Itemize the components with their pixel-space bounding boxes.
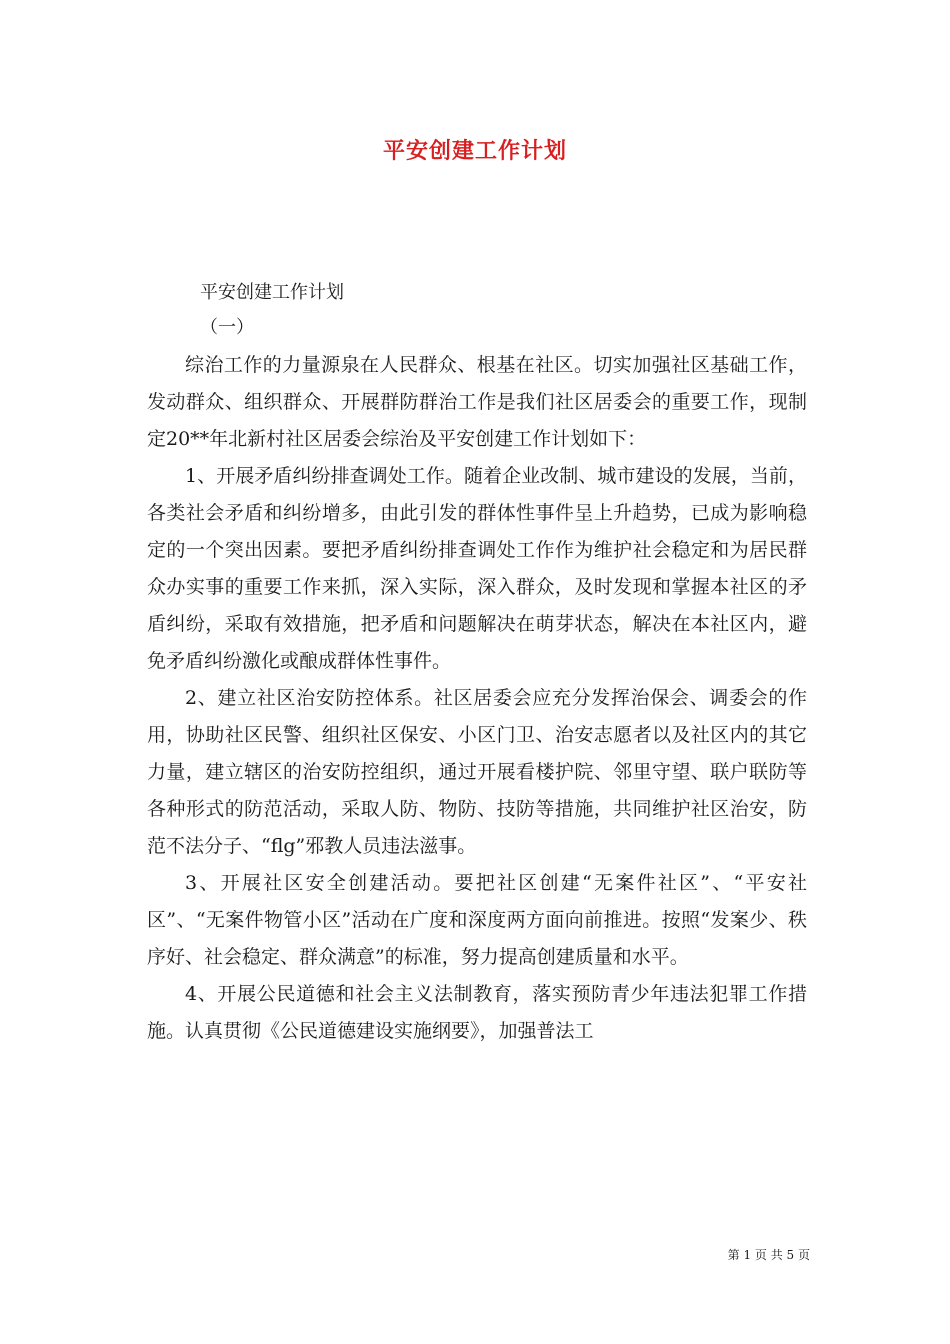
paragraph-item-1: 1、开展矛盾纠纷排查调处工作。随着企业改制、城市建设的发展，当前，各类社会矛盾和纠纷增多，由此引发的群体性事件呈上升趋势，已成为影响稳定的一个突出因素。要把矛盾纠纷排查调处工作作为维护社会稳定和为居民群众办实事的重要工作来抓，深入实际，深入群众，及时发现和掌握本社区的矛盾纠纷，采取有效措施，把矛盾和问题解决在萌芽状态，解决在本社区内，避免矛盾纠纷激化或酿成群体性事件。 (147, 465, 807, 672)
page-title: 平安创建工作计划 (382, 138, 567, 164)
paragraph-intro: 综治工作的力量源泉在人民群众、根基在社区。切实加强社区基础工作，发动群众、组织群众、开展群防群治工作是我们社区居委会的重要工作，现制定20**年北新村社区居委会综治及平安创建工作计划如下： (147, 354, 807, 450)
page-number: 第 1 页 共 5 页 (727, 1248, 810, 1262)
document-heading: 平安创建工作计划 (200, 282, 344, 303)
paragraph-item-4: 4、开展公民道德和社会主义法制教育，落实预防青少年违法犯罪工作措施。认真贯彻《公民道德建设实施纲要》，加强普法工 (147, 983, 807, 1042)
paragraph-item-2: 2、建立社区治安防控体系。社区居委会应充分发挥治保会、调委会的作用，协助社区民警、组织社区保安、小区门卫、治安志愿者以及社区内的其它力量，建立辖区的治安防控组织，通过开展看楼护院、邻里守望、联户联防等各种形式的防范活动，采取人防、物防、技防等措施，共同维护社区治安，防范不法分子、“flg”邪教人员违法滋事。 (147, 687, 807, 857)
section-marker: （一） (200, 317, 254, 338)
paragraph-item-3: 3、开展社区安全创建活动。要把社区创建“无案件社区”、“平安社区”、“无案件物管小区”活动在广度和深度两方面向前推进。按照“发案少、秩序好、社会稳定、群众满意”的标准，努力提高创建质量和水平。 (147, 872, 807, 968)
document-body (147, 347, 807, 1050)
